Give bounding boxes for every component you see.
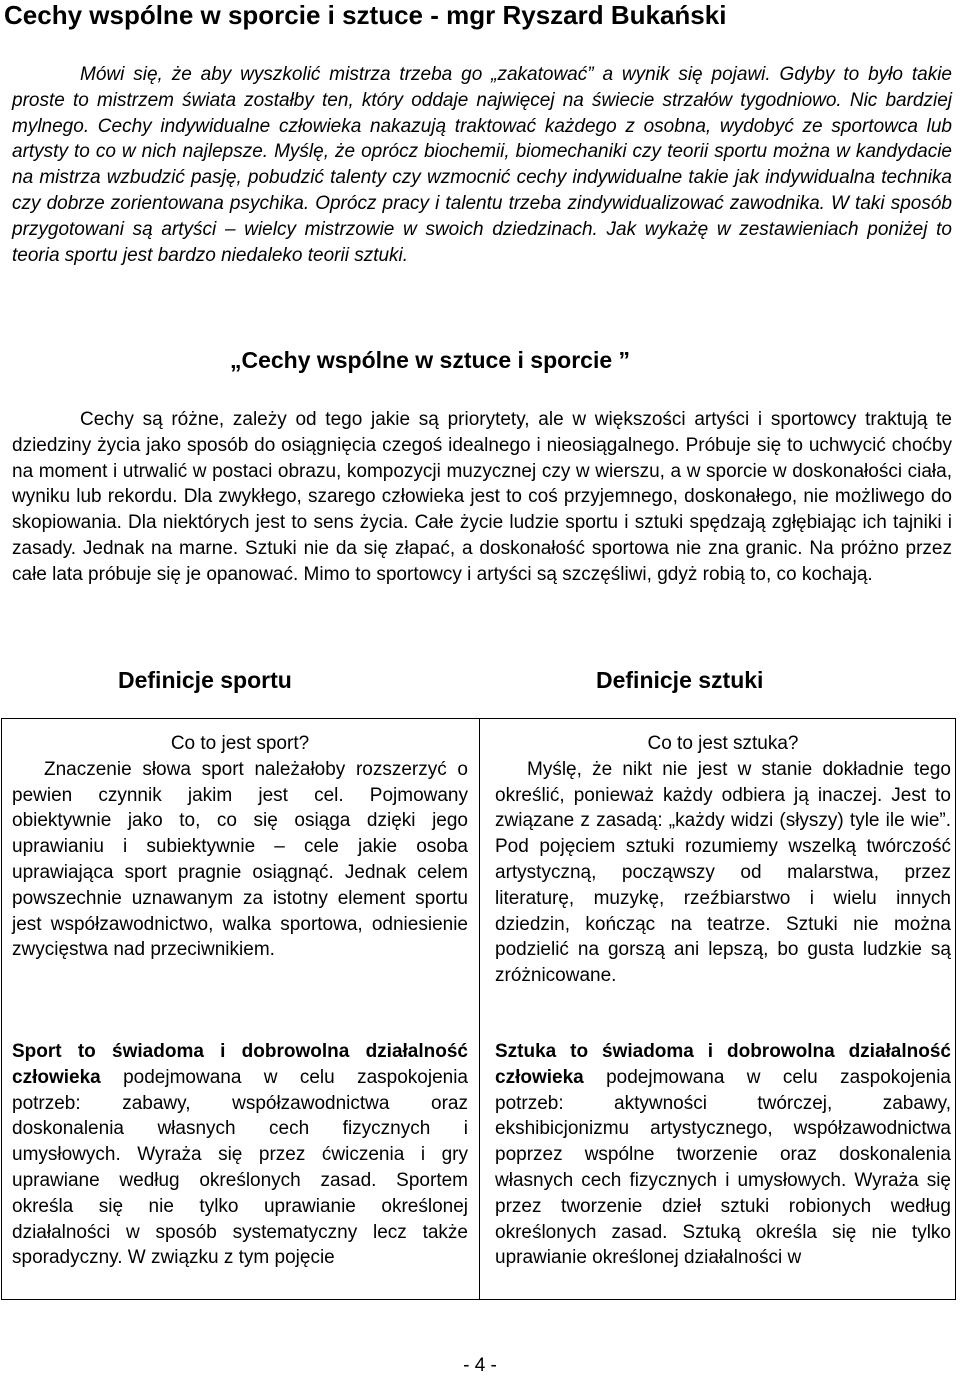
sport-definition-bold: Sport to świadoma i dobrowolna działalność człowieka — [12, 1041, 468, 1088]
sport-question-cell — [12, 731, 468, 963]
art-definitions-heading: Definicje sztuki — [596, 667, 764, 693]
art-definition-cell — [495, 1039, 951, 1271]
sport-answer: Znaczenie słowa sport należałoby rozszerzyć o pewien czynnik jakim jest cel. Pojmowany obiektywnie jako to, co się osiąga dzięki jego uprawianiu i subiektywnie – cele jakie osoba uprawiająca sport pragnie osiągnąć. Jednak celem powszechnie uznawanym za istotny element sportu jest współzawodnictwo, walka sportowa, odniesienie zwycięstwa nad przeciwnikiem. — [12, 758, 468, 961]
table-divider — [479, 719, 480, 1299]
definitions-table — [1, 718, 956, 1300]
art-question-cell — [495, 731, 951, 989]
sport-question: Co to jest sport? — [170, 733, 310, 754]
sport-definitions-heading: Definicje sportu — [118, 667, 292, 693]
sport-definition-cell — [12, 1039, 468, 1271]
intro-paragraph: Mówi się, że aby wyszkolić mistrza trzeba go „zakatować” a wynik się pojawi. Gdyby to było takie proste to mistrzem świata zostałby ten, który oddaje najwięcej na świecie strzałów tygodniowo. Nic bardziej mylnego. Cechy indywidualne człowieka nakazują traktować każdego z osobna, wydobyć ze sportowca lub artysty to co w nich najlepsze. Myślę, że oprócz biochemii, biomechaniki czy teorii sportu można w kandydacie na mistrza wzbudzić pasję, pobudzić talenty czy wzmocnić cechy indywidualne takie jak indywidualna technika czy dobrze zorientowana psychika. Oprócz pracy i talentu trzeba zindywidualizować zawodnika. W taki sposób przygotowani są artyści – wielcy mistrzowie w swoich dziedzinach. Jak wykażę w zestawieniach poniżej to teoria sportu jest bardzo niedaleko teorii sztuki. — [12, 64, 952, 266]
art-question: Co to jest sztuka? — [647, 733, 799, 754]
sport-definition-text: podejmowana w celu zaspokojenia potrzeb: zabawy, współzawodnictwa oraz doskonalenia własnych cech fizycznych i umysłowych. Wyraża się przez ćwiczenia i gry uprawiane według określonych zasad. Sportem określa się nie tylko uprawianie określonej działalności w sposób systematyczny lecz także sporadyczny. W związku z tym pojęcie — [12, 1066, 468, 1269]
section-heading: „Cechy wspólne w sztuce i sporcie ” — [229, 347, 631, 373]
document-title: Cechy wspólne w sporcie i sztuce - mgr Ryszard Bukański — [4, 0, 727, 30]
body-paragraph: Cechy są różne, zależy od tego jakie są priorytety, ale w większości artyści i sportowcy traktują te dziedziny życia jako sposób do osiągnięcia czegoś idealnego i nieosiągalnego. Próbuje się to uchwycić choćby na moment i utrwalić w postaci obrazu, kompozycji muzycznej czy w wierszu, a w sporcie w doskonałości ciała, wyniku lub rekordu. Dla zwykłego, szarego człowieka jest to coś przyjemnego, doskonałego, nie możliwego do skopiowania. Dla niektórych jest to sens życia. Całe życie ludzie sportu i sztuki spędzają zgłębiając ich tajniki i zasady. Jednak na marne. Sztuki nie da się złapać, a doskonałość sportowa nie zna granic. Na próżno przez całe lata próbuje się je opanować. Mimo to sportowcy i artyści są szczęśliwi, gdyż robią to, co kochają. — [12, 409, 952, 585]
art-definition-bold: Sztuka to świadoma i dobrowolna działalność człowieka — [495, 1041, 951, 1088]
art-answer: Myślę, że nikt nie jest w stanie dokładnie tego określić, ponieważ każdy odbiera ją inaczej. Jest to związane z zasadą: „każdy widzi (słyszy) tyle ile wie”. Pod pojęciem sztuki rozumiemy wszelką twórczość artystyczną, począwszy od malarstwa, przez literaturę, muzykę, rzeźbiarstwo i wielu innych dziedzin, kończąc na teatrze. Sztuki nie można podzielić na gorszą ani lepszą, bo gusta ludzkie są zróżnicowane. — [495, 758, 951, 987]
page-number: - 4 - — [463, 1355, 497, 1376]
art-definition-text: podejmowana w celu zaspokojenia potrzeb: aktywności twórczej, zabawy, ekshibicjonizmu artystycznego, współzawodnictwa poprzez wspólne tworzenie oraz doskonalenia własnych cech fizycznych i umysłowych. Wyraża się przez tworzenie dzieł sztuki robionych według określonych zasad. Sztuką określa się nie tylko uprawianie określonej działalności w — [495, 1066, 951, 1269]
